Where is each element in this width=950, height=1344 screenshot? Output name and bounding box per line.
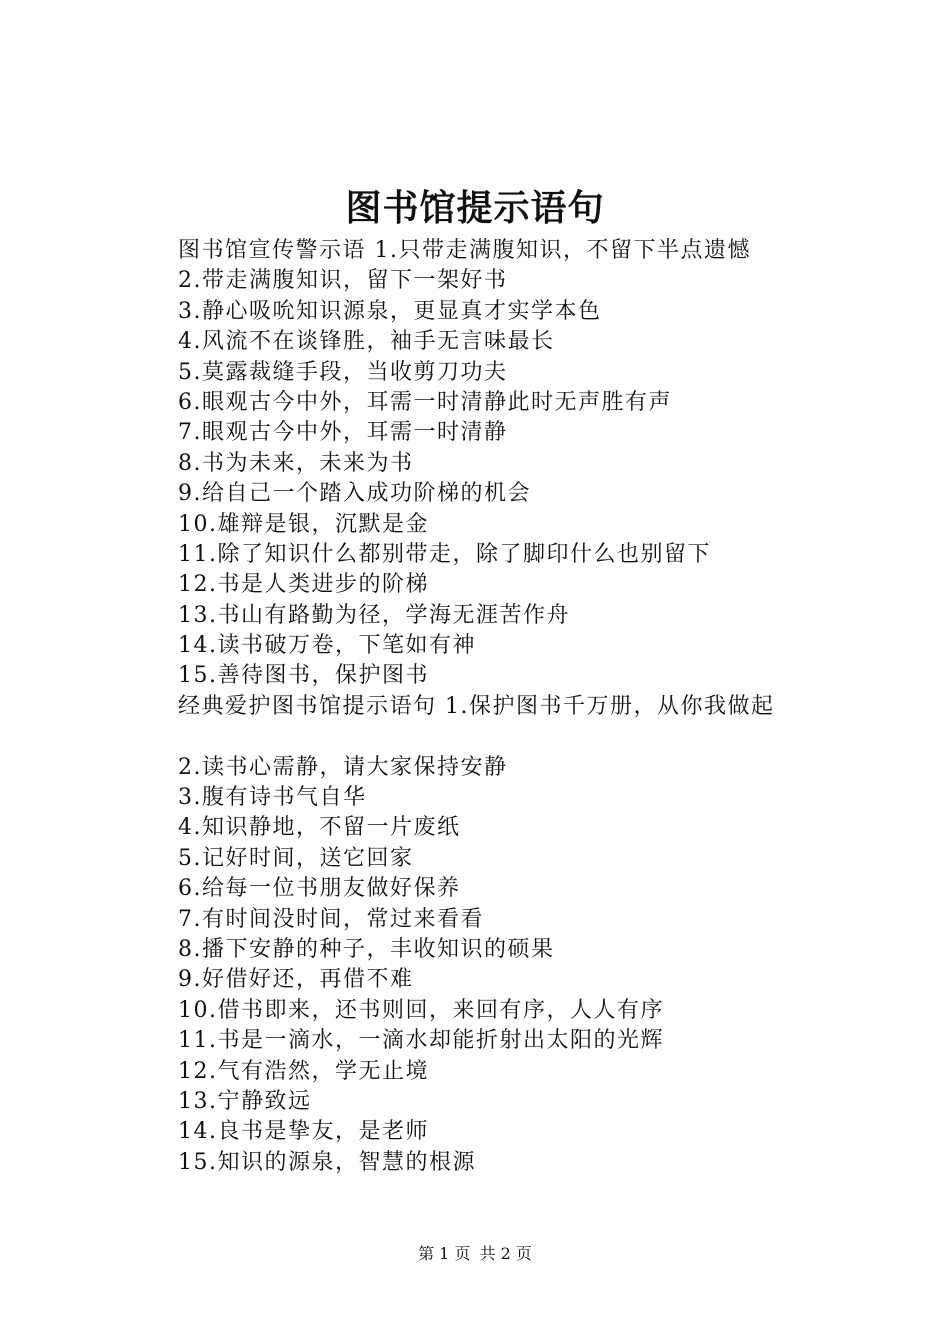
text-line: 8.书为未来，未来为书: [178, 450, 414, 476]
text-line: 15.善待图书，保护图书: [178, 663, 429, 689]
text-line: 8.播下安静的种子，丰收知识的硕果: [178, 936, 555, 962]
text-line: 9.给自己一个踏入成功阶梯的机会: [178, 481, 531, 507]
page-footer: [0, 1243, 950, 1265]
document-title: 图书馆提示语句: [345, 187, 605, 229]
text-line: 13.书山有路勤为径，学海无涯苦作舟: [178, 602, 570, 628]
page-total: 共 2 页: [479, 1244, 532, 1263]
text-line: 6.给每一位书朋友做好保养: [178, 876, 461, 902]
text-line: 14.良书是挚友，是老师: [178, 1119, 429, 1145]
text-line: 15.知识的源泉，智慧的根源: [178, 1149, 476, 1175]
text-line: 6.眼观古今中外，耳需一时清静此时无声胜有声: [178, 389, 672, 415]
text-line: 10.借书即来，还书则回，来回有序，人人有序: [178, 997, 664, 1023]
text-line: 5.莫露裁缝手段，当收剪刀功夫: [178, 359, 508, 385]
text-line: 14.读书破万卷，下笔如有神: [178, 633, 476, 659]
text-line: 5.记好时间，送它回家: [178, 845, 414, 871]
text-line: 10.雄辩是银，沉默是金: [178, 511, 429, 537]
text-line: 3.腹有诗书气自华: [178, 785, 367, 811]
text-line: 2.带走满腹知识，留下一架好书: [178, 268, 508, 294]
text-line: 经典爱护图书馆提示语句 1.保护图书千万册，从你我做起: [178, 693, 775, 719]
text-line: 7.眼观古今中外，耳需一时清静: [178, 420, 508, 446]
text-line: 9.好借好还，再借不难: [178, 967, 414, 993]
text-line: 11.除了知识什么都别带走，除了脚印什么也别留下: [178, 541, 711, 567]
text-line: 2.读书心需静，请大家保持安静: [178, 754, 508, 780]
page-number: 第 1 页: [418, 1244, 471, 1263]
document-body: [178, 236, 878, 1178]
text-line: 12.书是人类进步的阶梯: [178, 572, 429, 598]
text-line: 7.有时间没时间，常过来看看: [178, 906, 484, 932]
text-line: 12.气有浩然，学无止境: [178, 1058, 429, 1084]
text-line: 3.静心吸吮知识源泉，更显真才实学本色: [178, 298, 602, 324]
text-line: 4.知识静地，不留一片废纸: [178, 815, 461, 841]
text-line: 4.风流不在谈锋胜，袖手无言味最长: [178, 329, 555, 355]
text-line: 11.书是一滴水，一滴水却能折射出太阳的光辉: [178, 1028, 664, 1054]
blank-line: [178, 722, 878, 752]
text-line: 图书馆宣传警示语 1.只带走满腹知识，不留下半点遗憾: [178, 238, 751, 263]
text-line: 13.宁静致远: [178, 1088, 312, 1114]
